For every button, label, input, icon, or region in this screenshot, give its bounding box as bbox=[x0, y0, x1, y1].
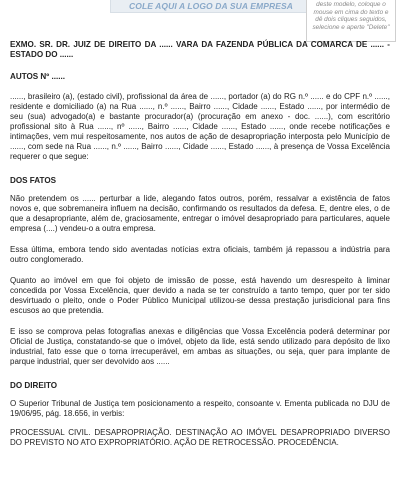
facts-paragraph-3: Quanto ao imóvel em que foi objeto de imissão de posse, está havendo um desrespeito à liminar concedida por Vossa Excelência, quer devido a nada se ter construído a tanto tempo, quer por ter sido desvirtuado o pleito, onde o Poder Público Municipal utilizou-se dessa prestação jurisdicional para fins escusos ao que pretendia. bbox=[10, 276, 390, 315]
facts-paragraph-1: Não pretendem os ...... perturbar a lide, alegando fatos outros, porém, ressalvar a existência de fatos novos e, que sobremaneira influem na decisão, confirmando os resultados da defesa. E, dentre eles, o de que a desapropriante, além de, graciosamente, entregar o imóvel desapropriado para particulares, aquele empresa (....) vendeu-o a outra empresa. bbox=[10, 194, 390, 233]
petition-document bbox=[10, 40, 390, 448]
law-paragraph-1: O Superior Tribunal de Justiça tem posicionamento a respeito, consoante v. Ementa publicada no DJU de 19/06/95, pág. 18.656, in verbis: bbox=[10, 399, 390, 418]
court-heading: EXMO. SR. DR. JUIZ DE DIREITO DA ...... VARA DA FAZENDA PÚBLICA DA COMARCA DE ...... - ESTADO DO ...... bbox=[10, 40, 390, 59]
law-heading: DO DIREITO bbox=[10, 381, 58, 390]
logo-placeholder[interactable]: COLE AQUI A LOGO DA SUA EMPRESA bbox=[110, 0, 312, 13]
facts-heading: DOS FATOS bbox=[10, 176, 57, 185]
edit-hint-note: deste modelo, coloque o mouse em cima do texto e dê dois cliques seguidos, selecione e aperte "Delete" bbox=[306, 0, 396, 42]
facts-paragraph-2: Essa última, embora tendo sido aventadas notícias extra oficiais, também já repassou a indústria para outro conglomerado. bbox=[10, 245, 390, 264]
facts-paragraph-4: E isso se comprova pelas fotografias anexas e diligências que Vossa Excelência poderá determinar por Oficial de Justiça, constatando-se que o imóvel, objeto da lide, está sendo utilizado para depósito de lixo industrial, fato esse que o torna irrecuperável, em ambas as situações, ou seja, quer para implante de parque industrial, quer ser devolvido aos ...... bbox=[10, 327, 390, 366]
case-number: AUTOS Nº ...... bbox=[10, 72, 65, 81]
law-paragraph-2: PROCESSUAL CIVIL. DESAPROPRIAÇÃO. DESTINAÇÃO AO IMÓVEL DESAPROPRIADO DIVERSO DO PREVISTO NO ATO EXPROPRIATÓRIO. AÇÃO DE RETROCESSÃO. PROCEDÊNCIA. bbox=[10, 428, 390, 447]
parties-paragraph: ......, brasileiro (a), (estado civil), profissional da área de ......, portador (a) do RG n.º ...... e do CPF n.º ......, residente e domiciliado (a) na Rua ......, n.º ......, Bairro ......, Cidade ......, Estado ......, por intermédio de seu (sua) advogado(a) e bastante procurador(a) (procuração em anexo - doc. ......), com escritório profissional sito à Rua ......, nº ......, Bairro ......, Cidade ......, Estado ......, onde recebe notificações e intimações, vem mui respeitosamente, nos autos de ação de desapropriação interposta pelo Município de ......, com sede na Rua ......, n.º ......, Bairro ......, Cidade ......, Estado ......, à presença de Vossa Excelência requerer o que segue: bbox=[10, 92, 390, 161]
